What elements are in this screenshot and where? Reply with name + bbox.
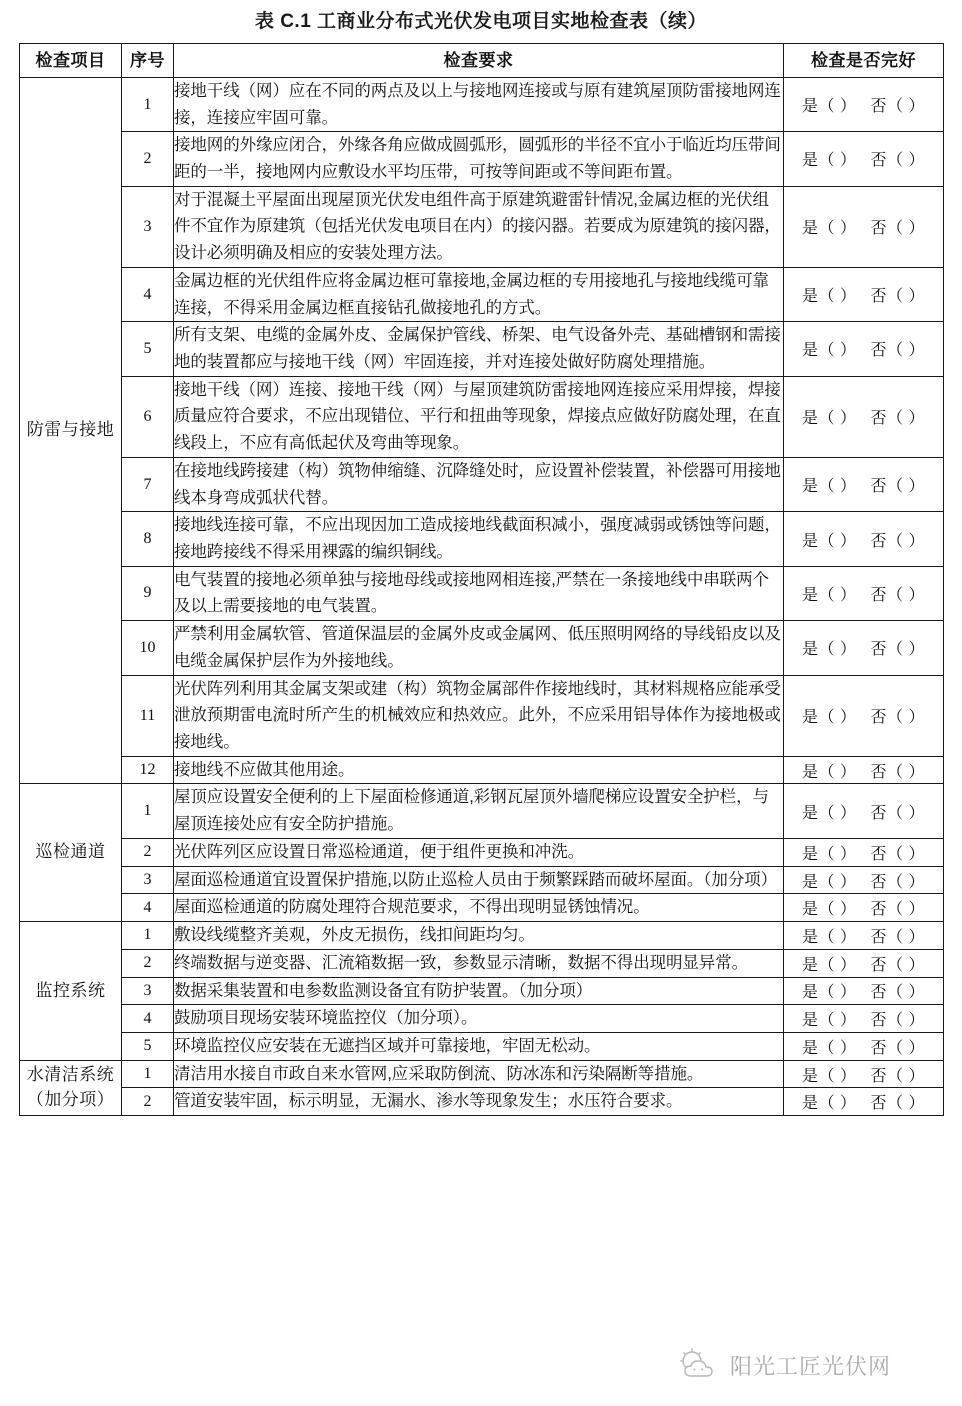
- result-option-no[interactable]: 否（ ）: [870, 928, 925, 946]
- result-cell[interactable]: [784, 838, 944, 866]
- inspection-table: [19, 43, 944, 1116]
- table-row: [20, 838, 944, 866]
- table-row: [20, 376, 944, 457]
- category-cell: 防雷与接地: [20, 77, 122, 784]
- result-cell[interactable]: [784, 866, 944, 894]
- result-option-no[interactable]: 否（ ）: [870, 342, 925, 360]
- result-option-no[interactable]: 否（ ）: [870, 586, 925, 604]
- result-option-no[interactable]: 否（ ）: [870, 152, 925, 170]
- result-option-yes[interactable]: 是（ ）: [802, 928, 857, 946]
- result-option-yes[interactable]: 是（ ）: [802, 641, 857, 659]
- requirement-cell: 光伏阵列区应设置日常巡检通道，便于组件更换和冲洗。: [174, 838, 784, 866]
- requirement-cell: 对于混凝土平屋面出现屋顶光伏发电组件高于原建筑避雷针情况,金属边框的光伏组件不宜作为原建筑（包括光伏发电项目在内）的接闪器。若要成为原建筑的接闪器，设计必须明确及相应的安装处理方法。: [174, 186, 784, 267]
- requirement-cell: 管道安装牢固，标示明显，无漏水、渗水等现象发生；水压符合要求。: [174, 1088, 784, 1116]
- result-option-yes[interactable]: 是（ ）: [802, 532, 857, 550]
- table-row: [20, 1088, 944, 1116]
- result-option-no[interactable]: 否（ ）: [870, 641, 925, 659]
- result-option-no[interactable]: 否（ ）: [870, 845, 925, 863]
- result-option-no[interactable]: 否（ ）: [870, 873, 925, 891]
- result-option-yes[interactable]: 是（ ）: [802, 873, 857, 891]
- result-cell[interactable]: [784, 784, 944, 838]
- result-option-no[interactable]: 否（ ）: [870, 220, 925, 238]
- result-option-no[interactable]: 否（ ）: [870, 1012, 925, 1030]
- result-cell[interactable]: [784, 322, 944, 376]
- requirement-cell: 接地干线（网）应在不同的两点及以上与接地网连接或与原有建筑屋顶防雷接地网连接，连接应牢固可靠。: [174, 77, 784, 131]
- result-cell[interactable]: [784, 512, 944, 566]
- sun-cloud-icon: [678, 1348, 724, 1382]
- sequence-cell: 3: [122, 977, 174, 1005]
- requirement-cell: 清洁用水接自市政自来水管网,应采取防倒流、防冰冻和污染隔断等措施。: [174, 1060, 784, 1088]
- table-row: [20, 784, 944, 838]
- result-cell[interactable]: [784, 675, 944, 756]
- result-option-yes[interactable]: 是（ ）: [802, 804, 857, 822]
- result-option-no[interactable]: 否（ ）: [870, 1039, 925, 1057]
- result-option-yes[interactable]: 是（ ）: [802, 220, 857, 238]
- requirement-cell: 金属边框的光伏组件应将金属边框可靠接地,金属边框的专用接地孔与接地线缆可靠连接，不得采用金属边框直接钻孔做接地孔的方式。: [174, 267, 784, 321]
- result-option-yes[interactable]: 是（ ）: [802, 845, 857, 863]
- column-header-requirement: 检查要求: [174, 43, 784, 77]
- sequence-cell: 5: [122, 1032, 174, 1060]
- column-header-result: 检查是否完好: [784, 43, 944, 77]
- result-cell[interactable]: [784, 566, 944, 620]
- requirement-cell: 接地线不应做其他用途。: [174, 756, 784, 784]
- sequence-cell: 4: [122, 894, 174, 922]
- result-option-yes[interactable]: 是（ ）: [802, 410, 857, 428]
- table-body: [20, 77, 944, 1115]
- result-option-yes[interactable]: 是（ ）: [802, 1012, 857, 1030]
- site-watermark: [678, 1346, 954, 1394]
- sequence-cell: 3: [122, 866, 174, 894]
- sequence-cell: 6: [122, 376, 174, 457]
- result-option-no[interactable]: 否（ ）: [870, 288, 925, 306]
- result-cell[interactable]: [784, 977, 944, 1005]
- table-row: [20, 566, 944, 620]
- result-cell[interactable]: [784, 457, 944, 511]
- result-option-no[interactable]: 否（ ）: [870, 901, 925, 919]
- requirement-cell: 数据采集装置和电参数监测设备宜有防护装置。（加分项）: [174, 977, 784, 1005]
- sequence-cell: 1: [122, 1060, 174, 1088]
- table-row: [20, 512, 944, 566]
- requirement-cell: 接地线连接可靠，不应出现因加工造成接地线截面积减小，强度减弱或锈蚀等问题，接地跨接线不得采用裸露的编织铜线。: [174, 512, 784, 566]
- result-option-yes[interactable]: 是（ ）: [802, 956, 857, 974]
- result-option-no[interactable]: 否（ ）: [870, 1095, 925, 1113]
- category-cell: 监控系统: [20, 922, 122, 1061]
- result-cell[interactable]: [784, 949, 944, 977]
- result-cell[interactable]: [784, 267, 944, 321]
- category-cell: 巡检通道: [20, 784, 122, 922]
- result-option-no[interactable]: 否（ ）: [870, 478, 925, 496]
- result-cell[interactable]: [784, 132, 944, 186]
- requirement-cell: 环境监控仪应安装在无遮挡区域并可靠接地，牢固无松动。: [174, 1032, 784, 1060]
- table-row: [20, 322, 944, 376]
- sequence-cell: 12: [122, 756, 174, 784]
- sequence-cell: 1: [122, 922, 174, 950]
- sequence-cell: 1: [122, 784, 174, 838]
- result-cell[interactable]: [784, 77, 944, 131]
- watermark-text: 阳光工匠光伏网: [730, 1354, 892, 1379]
- result-cell[interactable]: [784, 922, 944, 950]
- result-option-yes[interactable]: 是（ ）: [802, 478, 857, 496]
- requirement-cell: 屋面巡检通道宜设置保护措施,以防止巡检人员由于频繁踩踏而破坏屋面。（加分项）: [174, 866, 784, 894]
- result-cell[interactable]: [784, 894, 944, 922]
- requirement-cell: 敷设线缆整齐美观，外皮无损伤，线扣间距均匀。: [174, 922, 784, 950]
- result-option-yes[interactable]: 是（ ）: [802, 709, 857, 727]
- table-row: [20, 267, 944, 321]
- result-cell[interactable]: [784, 756, 944, 784]
- result-option-yes[interactable]: 是（ ）: [802, 901, 857, 919]
- sequence-cell: 4: [122, 1005, 174, 1033]
- sequence-cell: 2: [122, 1088, 174, 1116]
- requirement-cell: 接地网的外缘应闭合，外缘各角应做成圆弧形，圆弧形的半径不宜小于临近均压带间距的一半，接地网内应敷设水平均压带，可按等间距或不等间距布置。: [174, 132, 784, 186]
- table-row: [20, 866, 944, 894]
- table-row: [20, 894, 944, 922]
- table-row: [20, 756, 944, 784]
- table-row: [20, 675, 944, 756]
- column-header-seq: 序号: [122, 43, 174, 77]
- result-option-yes[interactable]: 是（ ）: [802, 98, 857, 116]
- result-option-no[interactable]: 否（ ）: [870, 532, 925, 550]
- table-header: [20, 43, 944, 77]
- result-option-no[interactable]: 否（ ）: [870, 98, 925, 116]
- result-cell[interactable]: [784, 1060, 944, 1088]
- result-cell[interactable]: [784, 1032, 944, 1060]
- result-cell[interactable]: [784, 1005, 944, 1033]
- result-option-no[interactable]: 否（ ）: [870, 410, 925, 428]
- result-option-no[interactable]: 否（ ）: [870, 1067, 925, 1085]
- sequence-cell: 8: [122, 512, 174, 566]
- result-option-yes[interactable]: 是（ ）: [802, 1067, 857, 1085]
- sequence-cell: 11: [122, 675, 174, 756]
- result-option-yes[interactable]: 是（ ）: [802, 288, 857, 306]
- result-option-no[interactable]: 否（ ）: [870, 763, 925, 781]
- table-row: [20, 922, 944, 950]
- requirement-cell: 鼓励项目现场安装环境监控仪（加分项）。: [174, 1005, 784, 1033]
- sequence-cell: 1: [122, 77, 174, 131]
- table-row: [20, 949, 944, 977]
- result-cell[interactable]: [784, 1088, 944, 1116]
- table-row: [20, 132, 944, 186]
- sequence-cell: 4: [122, 267, 174, 321]
- requirement-cell: 接地干线（网）连接、接地干线（网）与屋顶建筑防雷接地网连接应采用焊接，焊接质量应符合要求，不应出现错位、平行和扭曲等现象，焊接点应做好防腐处理，在直线段上，不应有高低起伏及弯曲等现象。: [174, 376, 784, 457]
- column-header-item: 检查项目: [20, 43, 122, 77]
- result-option-yes[interactable]: 是（ ）: [802, 763, 857, 781]
- category-cell: 水清洁系统（加分项）: [20, 1060, 122, 1115]
- result-cell[interactable]: [784, 186, 944, 267]
- requirement-cell: 光伏阵列利用其金属支架或建（构）筑物金属部件作接地线时，其材料规格应能承受泄放预期雷电流时所产生的机械效应和热效应。此外，不应采用铝导体作为接地极或接地线。: [174, 675, 784, 756]
- result-option-no[interactable]: 否（ ）: [870, 709, 925, 727]
- result-option-no[interactable]: 否（ ）: [870, 956, 925, 974]
- requirement-cell: 严禁利用金属软管、管道保温层的金属外皮或金属网、低压照明网络的导线铅皮以及电缆金属保护层作为外接地线。: [174, 621, 784, 675]
- table-row: [20, 1060, 944, 1088]
- result-option-yes[interactable]: 是（ ）: [802, 342, 857, 360]
- table-row: [20, 186, 944, 267]
- sequence-cell: 7: [122, 457, 174, 511]
- table-row: [20, 77, 944, 131]
- table-row: [20, 977, 944, 1005]
- result-cell[interactable]: [784, 376, 944, 457]
- requirement-cell: 屋面巡检通道的防腐处理符合规范要求，不得出现明显锈蚀情况。: [174, 894, 784, 922]
- result-option-yes[interactable]: 是（ ）: [802, 1095, 857, 1113]
- result-option-yes[interactable]: 是（ ）: [802, 984, 857, 1002]
- sequence-cell: 3: [122, 186, 174, 267]
- requirement-cell: 在接地线跨接建（构）筑物伸缩缝、沉降缝处时，应设置补偿装置，补偿器可用接地线本身弯成弧状代替。: [174, 457, 784, 511]
- result-option-yes[interactable]: 是（ ）: [802, 152, 857, 170]
- table-header-row: [20, 43, 944, 77]
- table-row: [20, 621, 944, 675]
- table-row: [20, 457, 944, 511]
- sequence-cell: 5: [122, 322, 174, 376]
- sequence-cell: 9: [122, 566, 174, 620]
- requirement-cell: 电气装置的接地必须单独与接地母线或接地网相连接,严禁在一条接地线中串联两个及以上需要接地的电气装置。: [174, 566, 784, 620]
- sequence-cell: 10: [122, 621, 174, 675]
- result-option-no[interactable]: 否（ ）: [870, 984, 925, 1002]
- result-option-yes[interactable]: 是（ ）: [802, 1039, 857, 1057]
- table-row: [20, 1005, 944, 1033]
- sequence-cell: 2: [122, 838, 174, 866]
- result-option-no[interactable]: 否（ ）: [870, 804, 925, 822]
- page-title: 表 C.1 工商业分布式光伏发电项目实地检查表（续）: [254, 11, 708, 32]
- requirement-cell: 终端数据与逆变器、汇流箱数据一致，参数显示清晰，数据不得出现明显异常。: [174, 949, 784, 977]
- sequence-cell: 2: [122, 949, 174, 977]
- result-option-yes[interactable]: 是（ ）: [802, 586, 857, 604]
- result-cell[interactable]: [784, 621, 944, 675]
- sequence-cell: 2: [122, 132, 174, 186]
- requirement-cell: 所有支架、电缆的金属外皮、金属保护管线、桥架、电气设备外壳、基础槽钢和需接地的装置都应与接地干线（网）牢固连接，并对连接处做好防腐处理措施。: [174, 322, 784, 376]
- table-row: [20, 1032, 944, 1060]
- requirement-cell: 屋顶应设置安全便利的上下屋面检修通道,彩钢瓦屋顶外墙爬梯应设置安全护栏，与屋顶连接处应有安全防护措施。: [174, 784, 784, 838]
